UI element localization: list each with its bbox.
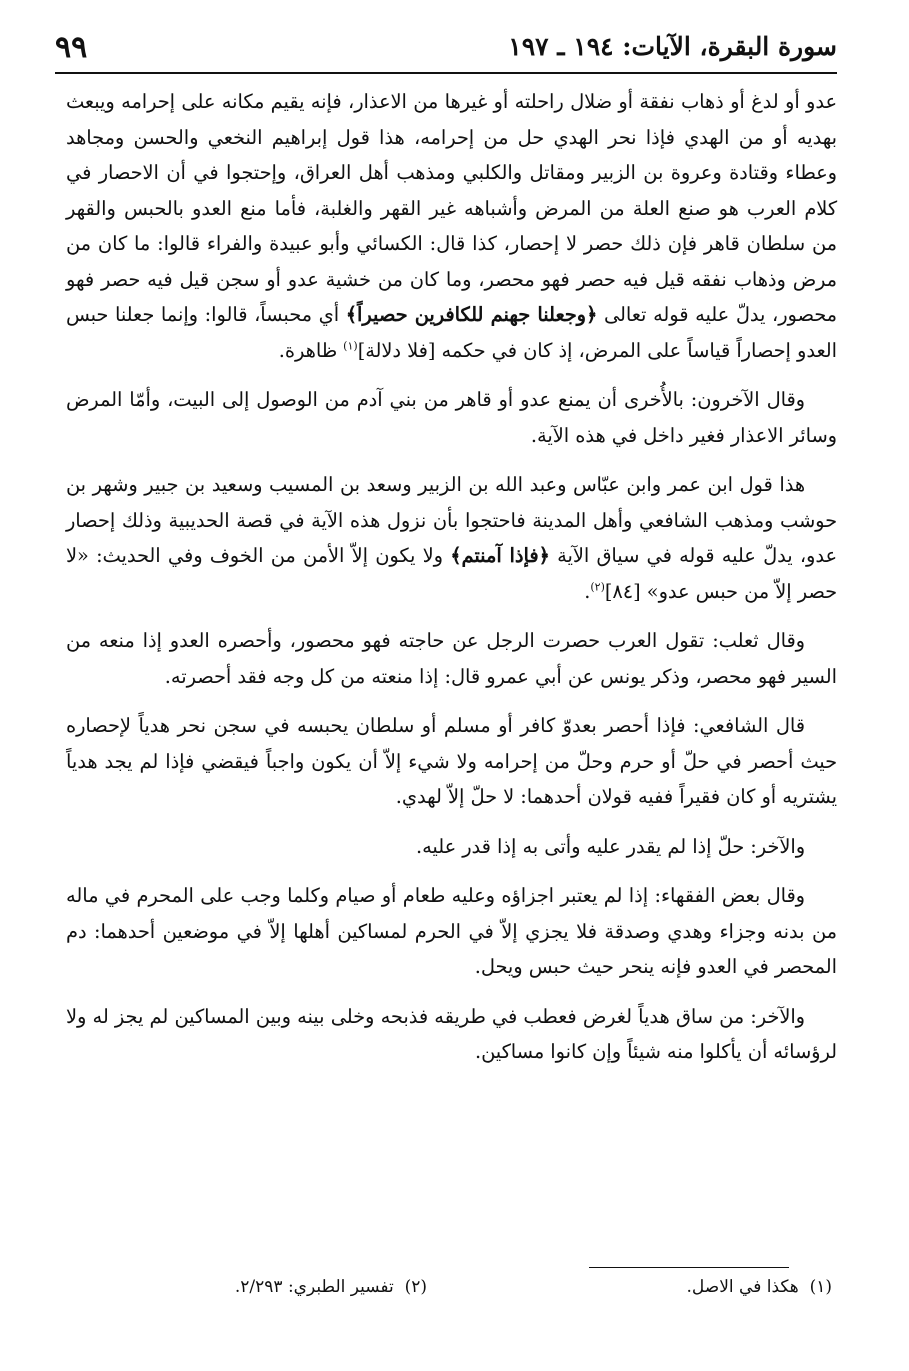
paragraph-1: عدو أو لدغ أو ذهاب نفقة أو ضلال راحلته أو غيرها من الاعذار، فإنه يقيم مكانه على إحرامه ويبعث بهديه أو من الهدي فإذا نحر الهدي حل من إحرامه، هذا قول إبراهيم النخعي والحسن ومجاهد وعطاء وقتادة وعروة بن الزبير ومقاتل والكلبي ومذهب أهل العراق، وإحتجوا في أن الاحصار في كلام العرب هو صنع العلة من المرض وأشباهه غير القهر والغلبة، فأما منع العدو بالحبس والقهر من سلطان قاهر فإن ذلك حصر لا إحصار، كذا قال: الكسائي وأبو عبيدة والفراء قالوا: ما كان من مرض وذهاب نفقه قيل فيه حصر فهو محصر، وما كان من خشية عدو أو سجن قيل فيه حصر فهو محصور، يدلّ عليه قوله تعالى ﴿وجعلنا جهنم للكافرين حصيراً﴾ أي محبساً، قالوا: وإنما جعلنا حبس العدو إحصاراً قياساً على المرض، إذ كان في حكمه [فلا دلالة]$^{(١)}$ ظاهرة. bbox=[66, 90, 837, 362]
running-title: سورة البقرة، الآيات: ١٩٤ ـ ١٩٧ bbox=[508, 32, 837, 61]
footnotes bbox=[66, 1277, 837, 1307]
footnote-2: (٢) تفسير الطبري: ٢/٢٩٣. bbox=[234, 1277, 427, 1297]
quran-verse: ﴿وجعلنا جهنم للكافرين حصيراً﴾ bbox=[345, 303, 598, 326]
page-header bbox=[55, 28, 837, 68]
body-text bbox=[66, 84, 837, 1070]
page-number: ٩٩ bbox=[55, 30, 88, 65]
footnote-1: (١) هكذا في الاصل. bbox=[686, 1277, 832, 1297]
paragraph-2: وقال الآخرون: بالأُخرى أن يمنع عدو أو قاهر من بني آدم من الوصول إلى البيت، وأمّا المرض وسائر الاعذار فغير داخل في هذه الآية. bbox=[66, 388, 837, 447]
paragraph-7: وقال بعض الفقهاء: إذا لم يعتبر اجزاؤه وعليه طعام أو صيام وكلما وجب على المحرم في ماله من بدنه وجزاء وهدي وصدقة فلا يجزي إلاّ في الحرم لمساكين أهلها إلاّ في موضعين أحدهما: دم المحصر في العدو فإنه ينحر حيث حبس ويحل. bbox=[66, 884, 837, 978]
paragraph-3: هذا قول ابن عمر وابن عبّاس وعبد الله بن الزبير وسعد بن المسيب وسعيد بن جبير وشهر بن حوشب ومذهب الشافعي وأهل المدينة فاحتجوا بأن نزول هذه الآية في قصة الحديبية وذلك إحصار عدو، يدلّ عليه قوله في سياق الآية ﴿فإذا آمنتم﴾ ولا يكون إلاّ الأمن من الخوف وفي الحديث: «لا حصر إلاّ من حبس عدو» [٨٤]$^{(٢)}$. bbox=[66, 473, 837, 603]
quran-verse: ﴿فإذا آمنتم﴾ bbox=[450, 544, 550, 567]
paragraph-8: والآخر: من ساق هدياً لغرض فعطب في طريقه فذبحه وخلى بينه وبين المساكين لم يجز له ولا لرؤسائه أن يأكلوا منه شيئاً وإن كانوا مساكين. bbox=[66, 1004, 837, 1063]
paragraph-6: والآخر: حلّ إذا لم يقدر عليه وأتى به إذا قدر عليه. bbox=[415, 834, 805, 858]
header-rule bbox=[55, 72, 837, 74]
footnote-marker-2: (٢) bbox=[590, 580, 605, 594]
footnote-rule bbox=[589, 1267, 789, 1268]
footnote-marker-1: (١) bbox=[343, 339, 358, 353]
paragraph-4: وقال ثعلب: تقول العرب حصرت الرجل عن حاجته فهو محصور، وأحصره العدو إذا منعه من السير فهو محصر، وذكر يونس عن أبي عمرو قال: إذا منعته من كل وجه فقد أحصرته. bbox=[66, 629, 837, 688]
paragraph-5: قال الشافعي: فإذا أحصر بعدوّ كافر أو مسلم أو سلطان يحبسه في سجن نحر هدياً لإحصاره حيث أحصر في حلّ أو حرم وحلّ من إحرامه ولا شيء إلاّ أن يكون واجباً فيقضي فإذا لم يجد هدياً يشتريه أو كان فقيراً ففيه قولان أحدهما: لا حلّ إلاّ لهدي. bbox=[66, 714, 837, 808]
